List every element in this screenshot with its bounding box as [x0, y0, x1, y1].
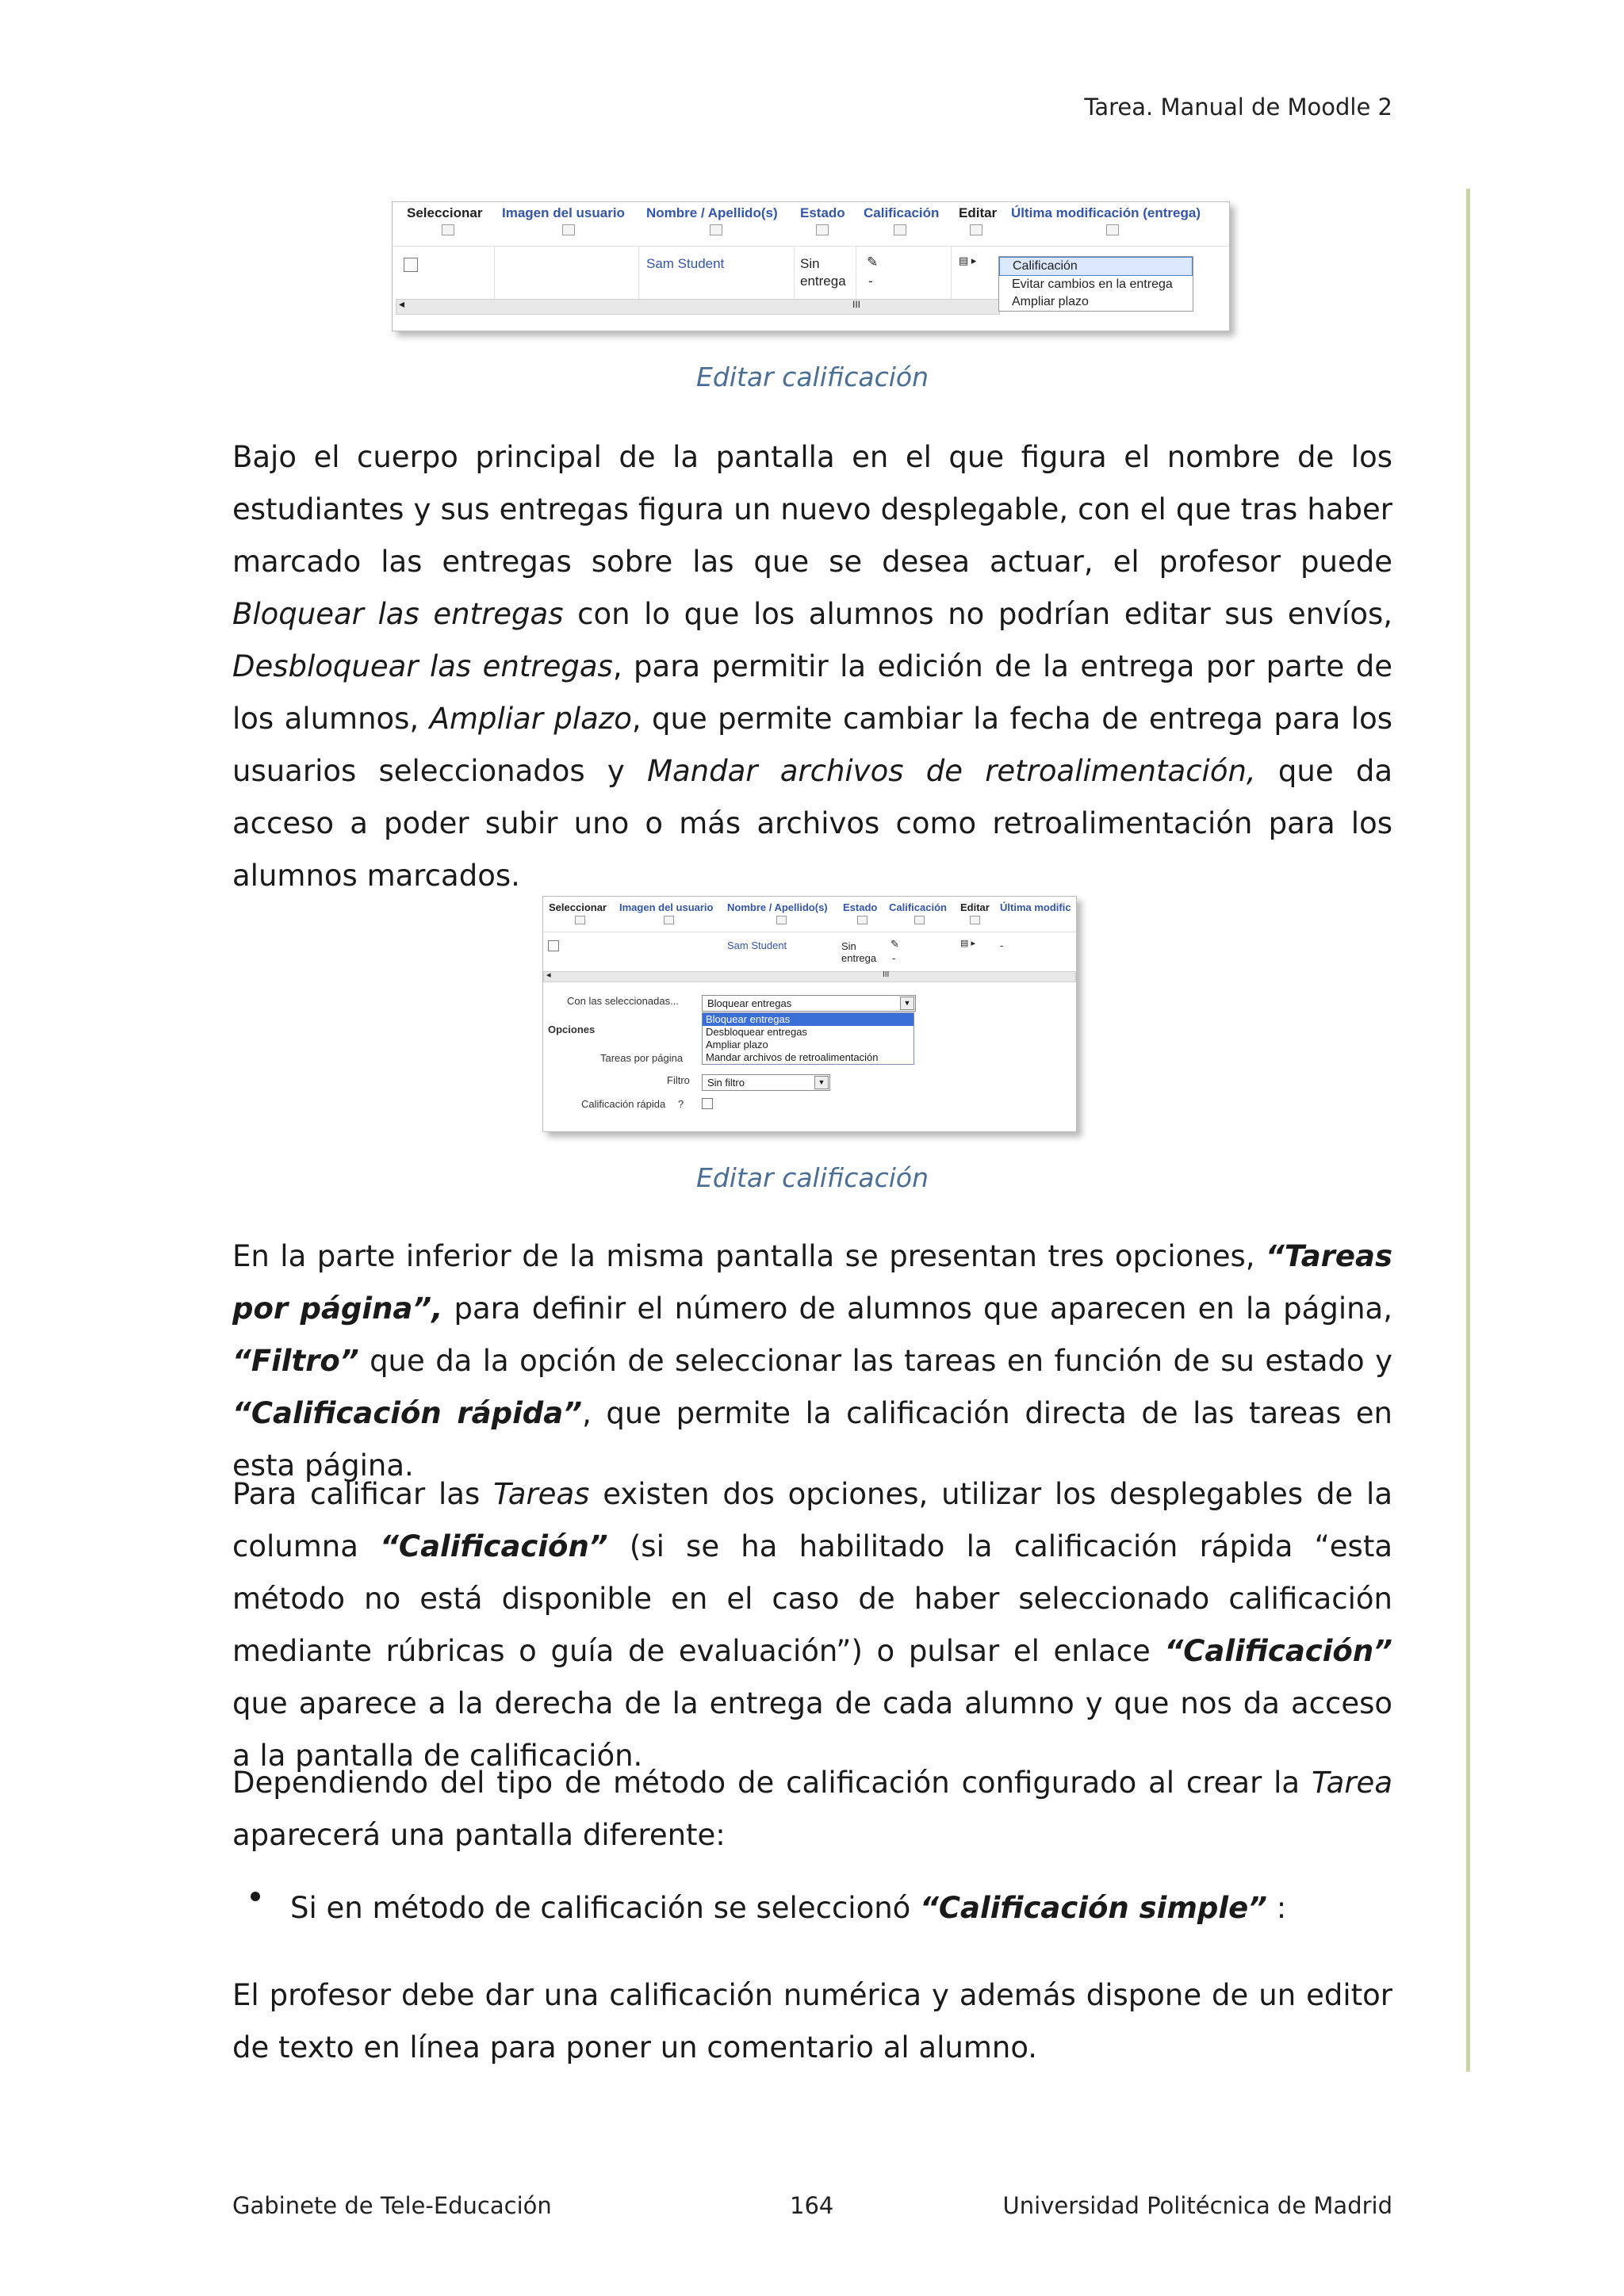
emphasis: “Calificación simple” — [920, 1891, 1268, 1925]
bullet-marker — [251, 1892, 260, 1901]
text-run: (si se ha habilitado la calificación rápida “esta método no está disponible en el caso de haber seleccionado calificación mediante rúbricas o guía de evaluación”) o pulsar el enlace — [232, 1529, 1392, 1668]
grade-dash: - — [892, 952, 896, 964]
edit-dropdown-menu[interactable] — [998, 256, 1193, 312]
text-run: En la parte inferior de la misma pantalla se presentan tres opciones, — [232, 1239, 1266, 1273]
option-unlock-submissions[interactable]: Desbloquear entregas — [706, 1026, 807, 1038]
collapse-column-icon[interactable] — [1106, 224, 1119, 235]
text-run: : — [1267, 1891, 1287, 1925]
with-selected-select[interactable] — [702, 995, 916, 1012]
last-modified-dash: - — [1000, 939, 1004, 951]
text-run: que da acceso a poder subir uno o más archivos como retroalimentación para los alumnos marcados. — [232, 754, 1392, 893]
quick-grading-label: Calificación rápida — [581, 1098, 666, 1110]
paragraph — [232, 1468, 1392, 1782]
edit-menu-trigger-icon[interactable]: ▤ ▸ — [959, 254, 977, 266]
text-run: Si en método de calificación se seleccionó — [290, 1891, 921, 1925]
collapse-column-icon[interactable] — [442, 224, 454, 235]
paragraph — [232, 1230, 1392, 1492]
col-header-status[interactable]: Estado — [800, 205, 845, 220]
col-header-grade[interactable]: Calificación — [864, 205, 940, 220]
col-header-last-modified[interactable]: Última modificación (entrega) — [1011, 205, 1201, 220]
option-lock-submissions[interactable]: Bloquear entregas — [703, 1013, 914, 1026]
col-header-name[interactable]: Nombre / Apellido(s) — [646, 205, 778, 220]
emphasis: “Calificación” — [380, 1529, 608, 1563]
collapse-column-icon[interactable] — [710, 224, 722, 235]
text-run: Dependiendo del tipo de método de calificación configurado al crear la — [232, 1766, 1312, 1800]
row-select-checkbox[interactable] — [548, 940, 559, 951]
edit-grade-icon[interactable]: ✎ — [867, 254, 879, 270]
figure-caption: Editar calificación — [696, 362, 929, 392]
col-header-select: Seleccionar — [549, 901, 607, 913]
edit-menu-trigger-icon[interactable]: ▤ ▸ — [960, 939, 975, 948]
filter-select[interactable] — [702, 1074, 830, 1091]
menu-item-prevent-changes[interactable]: Evitar cambios en la entrega — [1012, 277, 1173, 291]
footer-right: Universidad Politécnica de Madrid — [1002, 2192, 1392, 2219]
paragraph — [232, 431, 1392, 902]
col-header-user-image[interactable]: Imagen del usuario — [619, 901, 714, 913]
status-text: Sin — [841, 940, 856, 952]
table-divider — [638, 246, 639, 300]
edit-grade-icon[interactable]: ✎ — [891, 938, 899, 950]
scroll-left-arrow-icon[interactable]: ◂ — [399, 297, 405, 310]
collapse-column-icon[interactable] — [664, 916, 674, 924]
text-run: Bajo el cuerpo principal de la pantalla en el que figura el nombre de los estudiantes y sus entregas figura un nuevo desplegable, con el que tras haber marcado las entregas sobre las que se desea actuar, el profesor puede — [232, 440, 1392, 579]
collapse-column-icon[interactable] — [894, 224, 906, 235]
collapse-column-icon[interactable] — [562, 224, 575, 235]
table-divider — [794, 246, 795, 300]
chevron-down-icon[interactable]: ▼ — [814, 1076, 829, 1089]
figure-caption: Editar calificación — [696, 1162, 929, 1193]
text-run: que aparece a la derecha de la entrega de cada alumno y que nos da acceso a la pantalla de calificación. — [232, 1686, 1392, 1773]
collapse-column-icon[interactable] — [970, 224, 982, 235]
emphasis: “Tareas por página”, — [232, 1239, 1392, 1326]
col-header-status[interactable]: Estado — [843, 901, 878, 913]
status-text: entrega — [841, 952, 877, 964]
emphasis: Bloquear las entregas — [232, 597, 564, 631]
grade-dash: - — [868, 274, 873, 289]
col-header-edit: Editar — [960, 901, 990, 913]
text-run: Para calificar las — [232, 1477, 494, 1511]
help-icon[interactable]: ? — [678, 1098, 684, 1110]
scroll-left-arrow-icon[interactable]: ◂ — [546, 970, 551, 980]
text-run: , que permite cambiar la fecha de entrega para los usuarios seleccionados y — [232, 702, 1393, 788]
screenshot-edit-grade-menu — [392, 201, 1230, 331]
menu-item-extend-deadline[interactable]: Ampliar plazo — [1012, 295, 1089, 308]
col-header-name[interactable]: Nombre / Apellido(s) — [727, 901, 828, 913]
status-text: Sin — [800, 256, 820, 271]
student-name-link[interactable]: Sam Student — [727, 939, 787, 951]
collapse-column-icon[interactable] — [914, 916, 925, 924]
text-run: que da la opción de seleccionar las tareas en función de su estado y — [358, 1344, 1392, 1378]
bulk-action-dropdown[interactable] — [702, 1012, 914, 1065]
collapse-column-icon[interactable] — [816, 224, 829, 235]
emphasis: Desbloquear las entregas — [232, 649, 613, 683]
col-header-grade[interactable]: Calificación — [889, 901, 947, 913]
menu-item-grade[interactable]: Calificación — [999, 257, 1193, 276]
select-value: Bloquear entregas — [707, 997, 792, 1009]
option-extend-deadline[interactable]: Ampliar plazo — [706, 1039, 768, 1050]
collapse-column-icon[interactable] — [776, 916, 787, 924]
collapse-column-icon[interactable] — [575, 916, 585, 924]
emphasis: Mandar archivos de retroalimentación, — [647, 754, 1256, 788]
filter-label: Filtro — [667, 1074, 690, 1086]
text-run: con lo que los alumnos no podrían editar sus envíos, — [563, 597, 1392, 631]
screenshot-bulk-actions — [542, 896, 1077, 1132]
text-run: para definir el número de alumnos que aparecen en la página, — [442, 1292, 1392, 1326]
col-header-edit: Editar — [959, 205, 998, 220]
table-divider — [393, 246, 1229, 247]
option-send-feedback-files[interactable]: Mandar archivos de retroalimentación — [706, 1051, 879, 1063]
collapse-column-icon[interactable] — [857, 916, 868, 924]
page-number: 164 — [790, 2192, 834, 2219]
quick-grading-checkbox[interactable] — [702, 1098, 713, 1109]
per-page-label: Tareas por página — [600, 1052, 684, 1064]
text-run: , para permitir la edición de la entrega por parte de los alumnos, — [232, 649, 1393, 736]
bullet-item — [290, 1891, 1392, 1926]
footer-left: Gabinete de Tele-Educación — [232, 2192, 552, 2219]
student-name-link[interactable]: Sam Student — [646, 256, 725, 271]
horizontal-scrollbar[interactable] — [396, 299, 1000, 315]
text-run: aparecerá una pantalla diferente: — [232, 1818, 726, 1852]
paragraph — [232, 1757, 1392, 1862]
col-header-select: Seleccionar — [407, 205, 483, 220]
emphasis: Tareas — [493, 1477, 590, 1511]
emphasis: “Filtro” — [232, 1344, 359, 1378]
text-run: existen dos opciones, utilizar los desplegables de la columna — [232, 1477, 1392, 1563]
paragraph — [232, 1969, 1392, 2074]
col-header-last-modified[interactable]: Última modific — [1000, 901, 1071, 913]
status-text: entrega — [800, 274, 846, 289]
emphasis: Tarea — [1311, 1766, 1392, 1800]
horizontal-scrollbar[interactable] — [543, 971, 1076, 982]
options-heading: Opciones — [548, 1024, 596, 1035]
emphasis: “Calificación rápida” — [232, 1396, 583, 1430]
col-header-user-image[interactable]: Imagen del usuario — [502, 205, 625, 220]
chevron-down-icon[interactable]: ▼ — [900, 997, 914, 1010]
collapse-column-icon[interactable] — [970, 916, 980, 924]
running-header: Tarea. Manual de Moodle 2 — [1084, 94, 1392, 121]
text-run: El profesor debe dar una calificación numérica y además dispone de un editor de texto en línea para poner un comentario al alumno. — [232, 1978, 1392, 2064]
scrollbar-grip[interactable]: III — [852, 299, 861, 310]
select-value: Sin filtro — [707, 1077, 745, 1089]
emphasis: “Calificación” — [1164, 1634, 1392, 1668]
emphasis: Ampliar plazo — [429, 702, 632, 736]
table-divider — [494, 246, 495, 300]
margin-accent-bar — [1466, 189, 1470, 2072]
table-divider — [951, 246, 952, 300]
with-selected-label: Con las seleccionadas... — [567, 995, 679, 1007]
scrollbar-grip[interactable]: III — [883, 970, 890, 979]
row-select-checkbox[interactable] — [404, 258, 418, 272]
text-run: , que permite la calificación directa de las tareas en esta página. — [232, 1396, 1393, 1483]
